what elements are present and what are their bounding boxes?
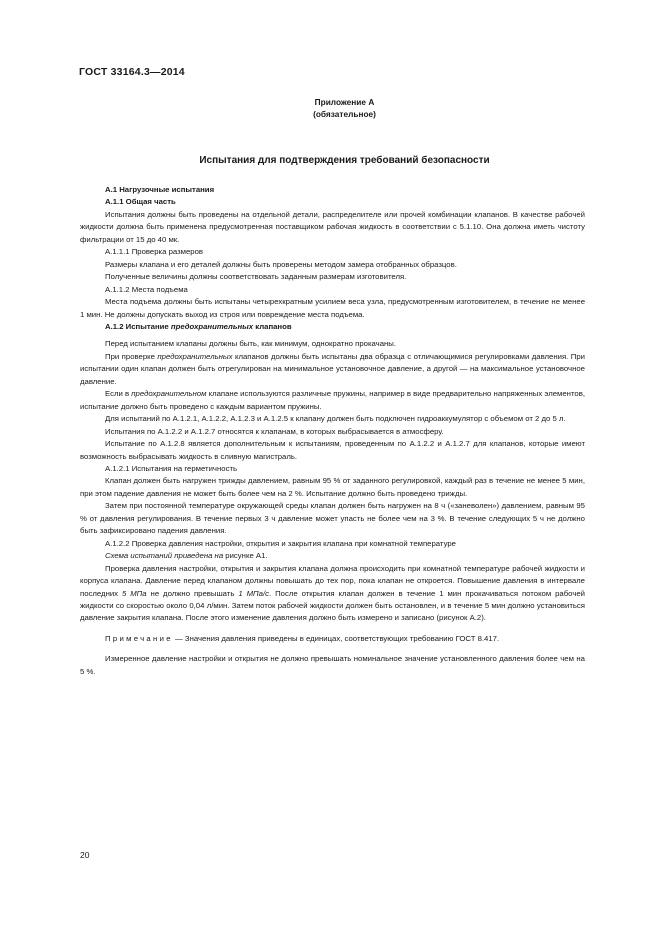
- paragraph: Клапан должен быть нагружен трижды давлением, равным 95 % от заданного регулировкой, каждый раз в течение не менее 5 мин, при этом падение давления не может быть более чем на 2 %. Испытание должно быть проведено трижды.: [80, 476, 585, 498]
- subheading-a121: А.1.2.1 Испытания на герметичность: [105, 463, 238, 473]
- annex-title: Приложение А: [314, 97, 375, 107]
- heading-a1: А.1 Нагрузочные испытания: [105, 185, 215, 194]
- subheading-a122: А.1.2.2 Проверка давления настройки, открытия и закрытия клапана при комнатной температуре: [105, 538, 456, 548]
- page-number: 20: [80, 850, 90, 860]
- paragraph: Испытание по А.1.2.8 является дополнительным к испытаниям, проведенным по А.1.2.2 и А.1.2.7 для клапанов, которые имеют возможность выбрасывать жидкость в сливную магистраль.: [80, 439, 585, 461]
- paragraph: Для испытаний по А.1.2.1, А.1.2.2, А.1.2.3 и А.1.2.5 к клапану должен быть подключен гидроаккумулятор с объемом от 2 до 5 л.: [105, 414, 566, 424]
- subheading-a111: А.1.1.1 Проверка размеров: [105, 247, 204, 257]
- paragraph: Полученные величины должны соответствовать заданным размерам изготовителя.: [105, 272, 407, 282]
- paragraph-italic-1: При проверке предохранительных клапанов должны быть испытаны два образца с отличающимися регулировками давления. При испытании один клапан должен быть отрегулирован на минимальное установочное давление, а другой — на максимальное установочное давление.: [80, 351, 585, 386]
- standard-header: ГОСТ 33164.3—2014: [79, 66, 185, 78]
- paragraph: Места подъема должны быть испытаны четырехкратным усилием веса узла, предусмотренным изготовителем, в течение не менее 1 мин. Не должны допускать выход из строя или повреждение места подъема.: [80, 297, 585, 319]
- document-body: [80, 184, 585, 678]
- heading-a12: А.1.2 Испытание предохранительных клапанов: [105, 321, 292, 331]
- section-title: Испытания для подтверждения требований безопасности: [199, 155, 490, 166]
- subheading-a112: А.1.1.2 Места подъема: [105, 284, 188, 294]
- paragraph-italic-2: Если в предохранительном клапане используются различные пружины, например в виде предварительно напряженных элементов, испытание должно быть проведено с каждым вариантом пружины.: [80, 389, 586, 411]
- paragraph: Перед испытанием клапаны должны быть, как минимум, однократно прокачаны.: [105, 339, 397, 349]
- paragraph: Испытания должны быть проведены на отдельной детали, распределителе или прочей комбинации клапанов. В качестве рабочей жидкости должна быть применена предусмотренная поставщиком рабочая жидкость в соответствии с 5.1.10. Она должна иметь чистоту фильтрации от 15 до 40 мк.: [80, 209, 585, 244]
- paragraph: Затем при постоянной температуре окружающей среды клапан должен быть нагружен на 8 ч («заневолен») давлением, равным 95 % от давления регулирования. В течение первых 3 ч давление может упасть не более чем на 3 %. В течение следующих 5 ч не должно быть зафиксировано падения давления.: [80, 501, 585, 536]
- annex-status: (обязательное): [313, 109, 376, 119]
- paragraph: Измеренное давление настройки и открытия не должно превышать номинальное значение установленного давления более чем на 5 %.: [80, 654, 585, 676]
- note-label: Примечание: [105, 633, 173, 643]
- paragraph-italic-3: Проверка давления настройки, открытия и закрытия клапана должна происходить при комнатной температуре рабочей жидкости и корпуса клапана. Давление перед клапаном должны повышать до тех пор, пока клапан не откроется. Повышение давления в интервале последних 5 МПа не должно превышать 1 МПа/с. После открытия клапан должен в течение 1 мин прокачиваться потоком рабочей жидкости со скоростью около 0,04 л/мин. Затем поток рабочей жидкости должен быть остановлен, и в течение 5 мин должно установиться давление закрытия клапана. После этого изменение давления должно быть измерено и записано (рисунок А.2).: [80, 563, 585, 623]
- heading-a11: А.1.1 Общая часть: [105, 197, 176, 207]
- note: [80, 633, 585, 645]
- scheme-note: Схема испытаний приведена на рисунке А1.: [105, 551, 268, 561]
- paragraph: Размеры клапана и его деталей должны быть проверены методом замера отобранных образцов.: [105, 259, 457, 269]
- note-text: — Значения давления приведены в единицах, соответствующих требованию ГОСТ 8.417.: [172, 633, 500, 643]
- paragraph: Испытания по А.1.2.2 и А.1.2.7 относятся к клапанам, в которых выбрасывается в атмосферу.: [105, 426, 444, 436]
